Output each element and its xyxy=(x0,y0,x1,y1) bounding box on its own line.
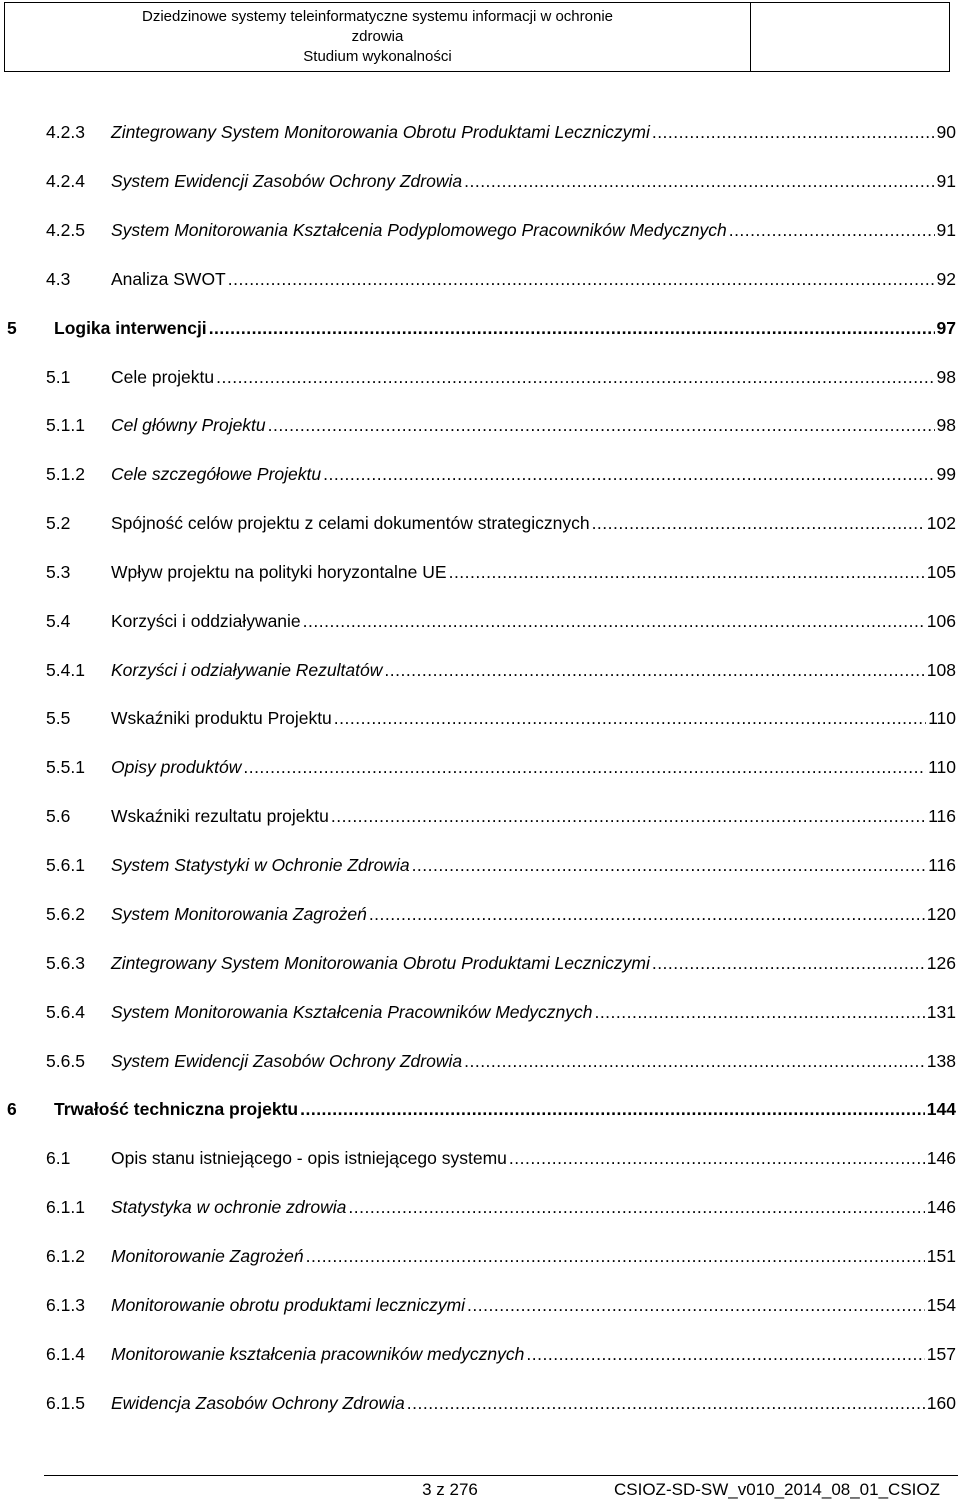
toc-entry-page: 146 xyxy=(926,1197,956,1217)
toc-entry-page: 131 xyxy=(926,1002,956,1022)
toc-dot-leader xyxy=(464,1049,925,1073)
toc-entry-number: 5.6 xyxy=(46,806,71,826)
toc-dot-leader xyxy=(652,120,935,144)
footer-page-number: 3 z 276 xyxy=(422,1480,478,1499)
toc-dot-leader xyxy=(216,365,934,389)
toc-entry-number: 5.5.1 xyxy=(46,757,85,777)
toc-entry[interactable] xyxy=(46,120,956,144)
toc-entry-number: 4.2.4 xyxy=(46,171,85,191)
toc-entry-number: 5.6.1 xyxy=(46,855,85,875)
toc-dot-leader xyxy=(348,1195,924,1219)
toc-entry[interactable] xyxy=(46,462,956,486)
toc-dot-leader xyxy=(243,755,926,779)
toc-entry-number: 5.1.2 xyxy=(46,464,85,484)
toc-entry[interactable] xyxy=(46,1244,956,1268)
toc-entry-title: System Statystyki w Ochronie Zdrowia xyxy=(111,855,410,875)
toc-dot-leader xyxy=(467,1293,925,1317)
toc-entry-page: 138 xyxy=(926,1051,956,1071)
toc-entry-title: Spójność celów projektu z celami dokumentów strategicznych xyxy=(111,513,590,533)
toc-entry[interactable] xyxy=(46,706,956,730)
toc-dot-leader xyxy=(300,1097,925,1121)
toc-entry-title: Opis stanu istniejącego - opis istniejącego systemu xyxy=(111,1148,507,1168)
toc-entry-title: Trwałość techniczna projektu xyxy=(54,1099,299,1119)
toc-entry[interactable] xyxy=(46,218,956,242)
toc-entry-title: Analiza SWOT xyxy=(111,269,226,289)
toc-entry-number: 5.3 xyxy=(46,562,71,582)
toc-entry-number: 4.3 xyxy=(46,269,71,289)
toc-entry-number: 5 xyxy=(7,318,17,338)
toc-entry-number: 6 xyxy=(7,1099,17,1119)
toc-entry-number: 6.1.3 xyxy=(46,1295,85,1315)
toc-entry[interactable] xyxy=(7,1097,956,1121)
toc-entry-page: 160 xyxy=(926,1393,956,1413)
toc-entry-title: Statystyka w ochronie zdrowia xyxy=(111,1197,347,1217)
toc-entry[interactable] xyxy=(46,511,956,535)
header-title-line1: Dziedzinowe systemy teleinformatyczne systemu informacji w ochronie xyxy=(141,8,613,25)
toc-entry-title: System Ewidencji Zasobów Ochrony Zdrowia xyxy=(111,1051,463,1071)
toc-entry-page: 126 xyxy=(926,953,956,973)
toc-entry-title: System Monitorowania Zagrożeń xyxy=(111,904,367,924)
toc-entry-page: 106 xyxy=(926,611,956,631)
toc-entry-page: 110 xyxy=(928,708,956,728)
toc-entry-number: 5.1 xyxy=(46,367,71,387)
toc-entry[interactable] xyxy=(46,951,956,975)
toc-entry-number: 6.1 xyxy=(46,1148,71,1168)
toc-entry[interactable] xyxy=(46,413,956,437)
toc-dot-leader xyxy=(526,1342,924,1366)
toc-entry[interactable] xyxy=(46,1293,956,1317)
toc-entry-number: 5.6.2 xyxy=(46,904,85,924)
header-title-line2: zdrowia xyxy=(351,28,404,45)
toc-entry-page: 151 xyxy=(926,1246,956,1266)
toc-entry-number: 6.1.4 xyxy=(46,1344,85,1364)
toc-dot-leader xyxy=(209,316,935,340)
toc-entry[interactable] xyxy=(46,658,956,682)
toc-entry-title: System Ewidencji Zasobów Ochrony Zdrowia xyxy=(111,171,463,191)
toc-entry[interactable] xyxy=(7,316,956,340)
toc-dot-leader xyxy=(331,804,926,828)
toc-entry-page: 105 xyxy=(926,562,956,582)
toc-entry-title: Wskaźniki produktu Projektu xyxy=(111,708,332,728)
toc-dot-leader xyxy=(412,853,927,877)
toc-entry[interactable] xyxy=(46,1049,956,1073)
toc-entry[interactable] xyxy=(46,560,956,584)
toc-entry-number: 5.5 xyxy=(46,708,71,728)
toc-entry[interactable] xyxy=(46,902,956,926)
footer-divider xyxy=(44,1475,958,1476)
toc-entry-number: 5.4.1 xyxy=(46,660,85,680)
toc-entry-title: Opisy produktów xyxy=(111,757,242,777)
toc-dot-leader xyxy=(306,1244,925,1268)
toc-entry-page: 92 xyxy=(936,269,956,289)
toc-entry[interactable] xyxy=(46,1342,956,1366)
toc-dot-leader xyxy=(729,218,935,242)
toc-dot-leader xyxy=(509,1146,925,1170)
toc-entry-number: 5.2 xyxy=(46,513,71,533)
toc-entry[interactable] xyxy=(46,1391,956,1415)
toc-entry-page: 91 xyxy=(936,171,956,191)
toc-entry-page: 110 xyxy=(928,757,956,777)
toc-entry-page: 144 xyxy=(926,1099,956,1119)
toc-entry-page: 116 xyxy=(928,855,956,875)
header-subtitle: Studium wykonalności xyxy=(303,48,452,65)
toc-entry-number: 5.4 xyxy=(46,611,71,631)
toc-entry-page: 116 xyxy=(928,806,956,826)
toc-entry[interactable] xyxy=(46,365,956,389)
toc-entry-number: 5.6.5 xyxy=(46,1051,85,1071)
toc-entry-page: 108 xyxy=(926,660,956,680)
toc-entry-number: 6.1.2 xyxy=(46,1246,85,1266)
toc-entry[interactable] xyxy=(46,853,956,877)
toc-entry-page: 90 xyxy=(936,122,956,142)
toc-dot-leader xyxy=(592,511,925,535)
toc-entry-page: 102 xyxy=(926,513,956,533)
toc-dot-leader xyxy=(228,267,935,291)
toc-entry-page: 98 xyxy=(936,415,956,435)
toc-entry-page: 91 xyxy=(936,220,956,240)
toc-dot-leader xyxy=(323,462,934,486)
toc-dot-leader xyxy=(449,560,925,584)
toc-entry-number: 5.6.4 xyxy=(46,1002,85,1022)
toc-entry-title: Monitorowanie Zagrożeń xyxy=(111,1246,304,1266)
footer-document-id: CSIOZ-SD-SW_v010_2014_08_01_CSIOZ xyxy=(614,1480,940,1499)
toc-entry-title: Korzyści i odziaływanie Rezultatów xyxy=(111,660,383,680)
toc-entry-title: Logika interwencji xyxy=(54,318,207,338)
toc-entry-title: Cel główny Projektu xyxy=(111,415,266,435)
toc-entry-title: System Monitorowania Kształcenia Podyplomowego Pracowników Medycznych xyxy=(111,220,727,240)
toc-entry-title: Cele projektu xyxy=(111,367,215,387)
toc-entry-title: Wskaźniki rezultatu projektu xyxy=(111,806,329,826)
toc-entry-title: Monitorowanie obrotu produktami leczniczymi xyxy=(111,1295,466,1315)
toc-entry-number: 6.1.1 xyxy=(46,1197,85,1217)
toc-entry[interactable] xyxy=(46,1000,956,1024)
toc-entry[interactable] xyxy=(46,609,956,633)
toc-entry[interactable] xyxy=(46,1146,956,1170)
toc-entry-title: Ewidencja Zasobów Ochrony Zdrowia xyxy=(111,1393,405,1413)
toc-entry[interactable] xyxy=(46,169,956,193)
toc-entry[interactable] xyxy=(46,755,956,779)
toc-entry-number: 6.1.5 xyxy=(46,1393,85,1413)
toc-entry-page: 154 xyxy=(926,1295,956,1315)
toc-entry-number: 4.2.3 xyxy=(46,122,85,142)
toc-entry-page: 97 xyxy=(936,318,956,338)
toc-entry-title: Wpływ projektu na polityki horyzontalne UE xyxy=(111,562,447,582)
toc-entry-number: 5.6.3 xyxy=(46,953,85,973)
toc-dot-leader xyxy=(407,1391,925,1415)
toc-entry-title: Monitorowanie kształcenia pracowników medycznych xyxy=(111,1344,525,1364)
toc-dot-leader xyxy=(384,658,924,682)
toc-entry-title: Korzyści i oddziaływanie xyxy=(111,611,301,631)
toc-entry-page: 146 xyxy=(926,1148,956,1168)
toc-entry-title: Zintegrowany System Monitorowania Obrotu Produktami Leczniczymi xyxy=(111,122,650,142)
toc-entry-page: 120 xyxy=(926,904,956,924)
toc-entry[interactable] xyxy=(46,804,956,828)
toc-dot-leader xyxy=(369,902,925,926)
toc-entry-title: Zintegrowany System Monitorowania Obrotu Produktami Leczniczymi xyxy=(111,953,650,973)
toc-entry-number: 5.1.1 xyxy=(46,415,85,435)
toc-dot-leader xyxy=(464,169,934,193)
toc-entry-page: 98 xyxy=(936,367,956,387)
toc-entry[interactable] xyxy=(46,1195,956,1219)
toc-entry-number: 4.2.5 xyxy=(46,220,85,240)
toc-entry-title: Cele szczegółowe Projektu xyxy=(111,464,322,484)
toc-dot-leader xyxy=(268,413,935,437)
toc-entry[interactable] xyxy=(46,267,956,291)
toc-entry-title: System Monitorowania Kształcenia Pracowników Medycznych xyxy=(111,1002,593,1022)
toc-dot-leader xyxy=(334,706,926,730)
toc-entry-page: 99 xyxy=(936,464,956,484)
toc-entry-page: 157 xyxy=(926,1344,956,1364)
toc-dot-leader xyxy=(652,951,925,975)
toc-dot-leader xyxy=(303,609,925,633)
toc-dot-leader xyxy=(594,1000,924,1024)
